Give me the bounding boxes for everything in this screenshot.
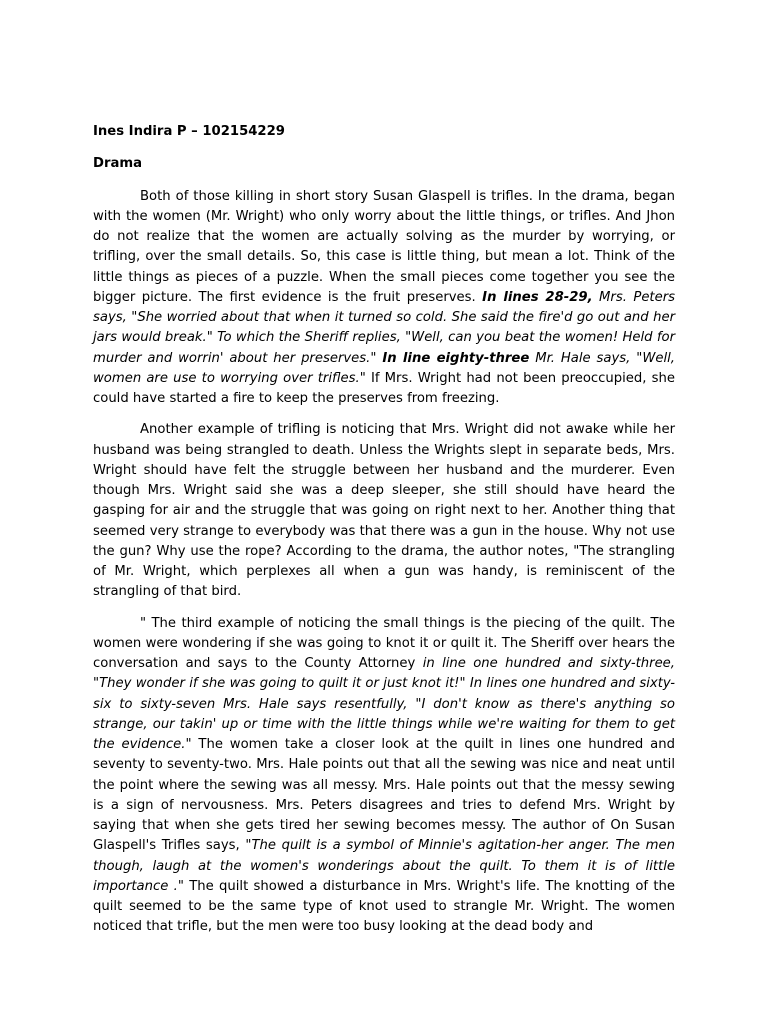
- p1-citation-lines-28-29: In lines 28-29,: [482, 289, 593, 305]
- p1-text-a: Both of those killing in short story Susan Glaspell is trifles. In the drama, began with the women (Mr. Wright) who only worry about the little things, or trifles. And Jhon do not realize that the women are actually solving as the murder by worrying, or trifling, over the small details. So, this case is little thing, but mean a lot. Think of the little things as pieces of a puzzle. When the small pieces come together you see the bigger picture. The first evidence is the fruit preserves.: [93, 188, 675, 305]
- p3-text-e: The quilt showed a disturbance in Mrs. Wright's life. The knotting of the quilt seemed to be the same type of knot used to strangle Mr. Wright. The women noticed that trifle, but the men were too busy looking at the dead body and: [93, 878, 675, 935]
- p3-text-a: " The third example of noticing the small things is the piecing of the quilt. The women were wondering if she was going to knot it or quilt it. The Sheriff over hears the conversation and says to the County Attorney: [93, 615, 675, 671]
- paragraph-3: [93, 614, 675, 938]
- paragraph-2: Another example of trifling is noticing that Mrs. Wright did not awake while her husband was being strangled to death. Unless the Wrights slept in separate beds, Mrs. Wright should have felt the struggle between her husband and the murderer. Even though Mrs. Wright said she was a deep sleeper, she still should have heard the gasping for air and the struggle that was going on right next to her. Another thing that seemed very strange to everybody was that there was a gun in the house. Why not use the gun? Why use the rope? According to the drama, the author notes, "The strangling of Mr. Wright, which perplexes all when a gun was handy, is reminiscent of the strangling of that bird.: [93, 422, 675, 600]
- section-title: Drama: [93, 156, 142, 172]
- p1-citation-line-83: In line eighty-three: [382, 350, 530, 366]
- p3-quote-quilt-symbol: "The quilt is a symbol of Minnie's agitation-her anger. The men though, laugh at the women's wonderings about the quilt. To them it is of little importance .": [93, 838, 675, 894]
- p3-quote-sheriff-hale: in line one hundred and sixty-three, "They wonder if she was going to quilt it or just knot it!" In lines one hundred and sixty-six to sixty-seven Mrs. Hale says resentfully, "I don't know as there's anything so strange, our takin' up or time with the little things while we're waiting for them to get the evidence.: [93, 656, 675, 752]
- p1-quote-hale: Mr. Hale says, "Well, women are use to worrying over trifles.": [93, 350, 675, 386]
- p1-text-g: If Mrs. Wright had not been preoccupied, she could have started a fire to keep the preserves from freezing.: [93, 370, 676, 406]
- document-page: [93, 122, 675, 949]
- p1-quote-peters: Mrs. Peters says, "She worried about that when it turned so cold. She said the fire'd go out and her jars would break." To which the Sheriff replies, "Well, can you beat the women! Held for murder and worrin' about her preserves.": [93, 289, 676, 366]
- author-line: Ines Indira P – 102154229: [93, 124, 285, 139]
- p3-text-c: " The women take a closer look at the quilt in lines one hundred and seventy to seventy-two. Mrs. Hale points out that all the sewing was nice and neat until the point where the sewing was all messy. Mrs. Hale points out that the messy sewing is a sign of nervousness. Mrs. Peters disagrees and tries to defend Mrs. Wright by saying that when she gets tired her sewing becomes messy. The author of On Susan Glaspell's Trifles says,: [93, 737, 675, 854]
- paragraph-1: [93, 187, 675, 410]
